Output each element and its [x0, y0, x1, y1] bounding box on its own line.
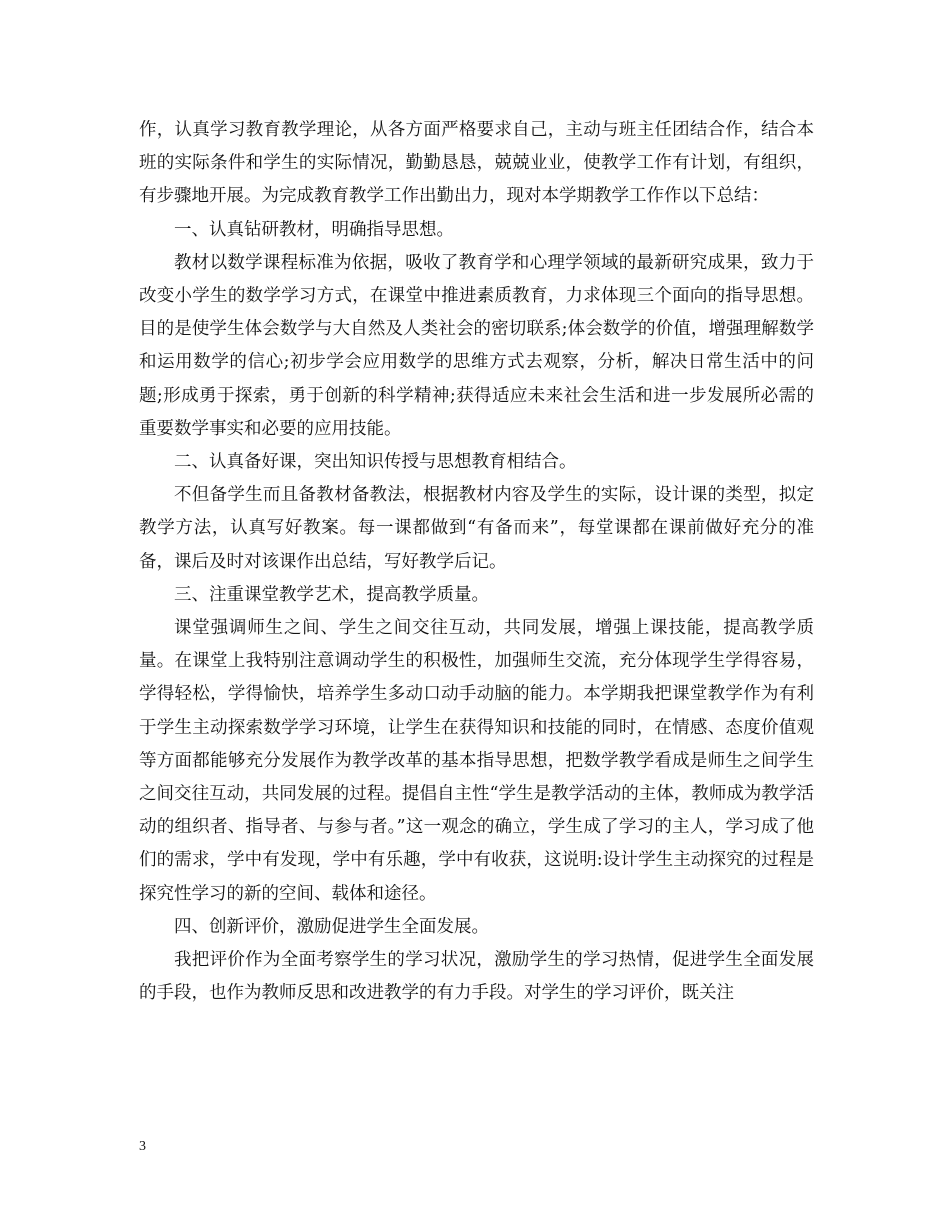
- paragraph-continued: 作，认真学习教育教学理论，从各方面严格要求自己，主动与班主任团结合作，结合本班的实际条件和学生的实际情况，勤勤恳恳，兢兢业业，使教学工作有计划，有组织，有步骤地开展。为完成教育教学工作出勤出力，现对本学期教学工作作以下总结：: [139, 120, 814, 207]
- paragraph: 课堂强调师生之间、学生之间交往互动，共同发展，增强上课技能，提高教学质量。在课堂上我特别注意调动学生的积极性，加强师生交流，充分体现学生学得容易，学得轻松，学得愉快，培养学生多动口动手动脑的能力。本学期我把课堂教学作为有利于学生主动探索数学学习环境，让学生在获得知识和技能的同时，在情感、态度价值观等方面都能够充分发展作为教学改革的基本指导思想，把数学教学看成是师生之间学生之间交往互动，共同发展的过程。提倡自主性“学生是教学活动的主体，教师成为教学活动的组织者、指导者、与参与者。”这一观念的确立，学生成了学习的主人，学习成了他们的需求，学中有发现，学中有乐趣，学中有收获，这说明:设计学生主动探究的过程是探究性学习的新的空间、载体和途径。: [139, 618, 814, 904]
- section-heading-1: 一、认真钻研教材，明确指导思想。: [174, 219, 454, 240]
- document-body: [139, 114, 814, 1010]
- page-number: 3: [139, 1139, 146, 1154]
- section-heading-2: 二、认真备好课，突出知识传授与思想教育相结合。: [174, 452, 577, 473]
- paragraph: 教材以数学课程标准为依据，吸收了教育学和心理学领域的最新研究成果，致力于改变小学生的数学学习方式，在课堂中推进素质教育，力求体现三个面向的指导思想。目的是使学生体会数学与大自然及人类社会的密切联系;体会数学的价值，增强理解数学和运用数学的信心;初步学会应用数学的思维方式去观察，分析，解决日常生活中的问题;形成勇于探索，勇于创新的科学精神;获得适应未来社会生活和进一步发展所必需的重要数学事实和必要的应用技能。: [139, 252, 814, 439]
- paragraph: 我把评价作为全面考察学生的学习状况，激励学生的学习热情，促进学生全面发展的手段，也作为教师反思和改进教学的有力手段。对学生的学习评价，既关注: [139, 950, 814, 1004]
- paragraph: 不但备学生而且备教材备教法，根据教材内容及学生的实际，设计课的类型，拟定教学方法，认真写好教案。每一课都做到“有备而来”，每堂课都在课前做好充分的准备，课后及时对该课作出总结，写好教学后记。: [139, 485, 814, 572]
- section-heading-3: 三、注重课堂教学艺术，提高教学质量。: [174, 584, 489, 605]
- section-heading-4: 四、创新评价，激励促进学生全面发展。: [174, 916, 489, 937]
